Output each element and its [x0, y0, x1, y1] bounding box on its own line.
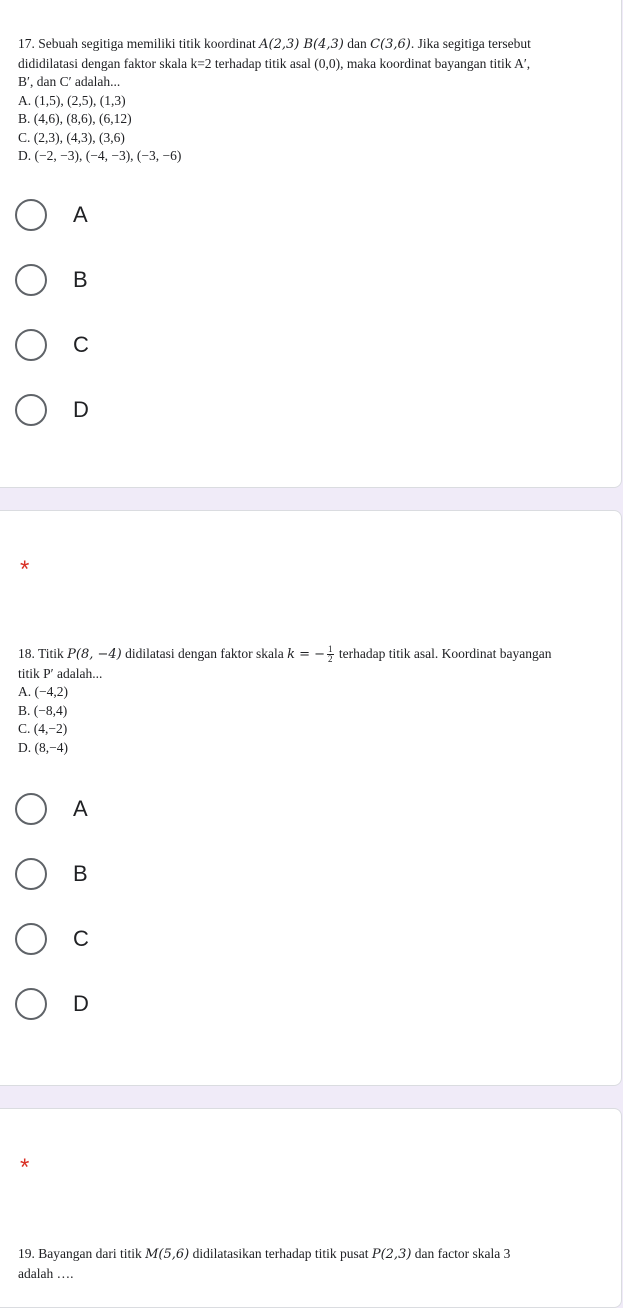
q17-choice-a-label: A [73, 202, 88, 227]
question-17-line-2: dididilatasi dengan faktor skala k=2 terhadap titik asal (0,0), maka koordinat bayangan titik A′, [18, 55, 531, 71]
question-card-17 [0, 0, 622, 488]
question-18-option-text-d: D. (8,−4) [18, 739, 68, 755]
q18-choice-c[interactable] [15, 923, 89, 955]
q17-choice-d-label: D [73, 397, 89, 422]
q18-choice-a-label: A [73, 796, 88, 821]
question-18-math-k: k = − [287, 647, 326, 662]
radio-circle-icon[interactable] [15, 199, 47, 231]
q18-choice-c-label: C [73, 926, 89, 951]
question-text-17 [18, 35, 569, 166]
question-18-math-p: P(8, −4) [67, 647, 122, 662]
question-18-line-1 [18, 645, 569, 665]
question-17-text-dan: dan [343, 36, 371, 51]
question-17-line-3: B′, dan C′ adalah... [18, 74, 121, 89]
question-18-text: 18. Titik [18, 646, 68, 661]
q18-choice-d[interactable] [15, 988, 89, 1020]
required-asterisk: * [20, 556, 30, 583]
question-19-line-2: adalah …. [18, 1265, 74, 1281]
q17-choice-c[interactable] [15, 329, 89, 361]
q17-choice-a[interactable] [15, 199, 88, 231]
q17-choice-b-label: B [73, 267, 88, 292]
question-card-18 [0, 510, 622, 1086]
question-18-option-text-a: A. (−4,2) [18, 684, 68, 699]
question-17-math-ab: A(2,3) B(4,3) [259, 37, 344, 52]
question-text-18 [18, 645, 569, 757]
q18-choice-a[interactable] [15, 793, 88, 825]
q17-choice-b[interactable] [15, 264, 88, 296]
question-19-text-end: dan factor skala 3 [411, 1246, 511, 1261]
radio-circle-icon[interactable] [15, 394, 47, 426]
question-17-line-1 [18, 35, 569, 55]
question-17-option-text-b: B. (4,6), (8,6), (6,12) [18, 111, 132, 126]
question-18-line-2: titik P′ adalah... [18, 665, 103, 681]
question-text-19 [18, 1245, 569, 1283]
question-18-option-text-c: C. (4,−2) [18, 721, 68, 736]
radio-circle-icon[interactable] [15, 923, 47, 955]
question-18-fraction [327, 645, 334, 664]
question-19-math-p: P(2,3) [371, 1247, 412, 1262]
question-18-text-end: terhadap titik asal. Koordinat bayangan [335, 646, 552, 661]
q18-choice-d-label: D [73, 991, 89, 1016]
question-17-option-text-c: C. (2,3), (4,3), (3,6) [18, 129, 125, 145]
radio-circle-icon[interactable] [15, 329, 47, 361]
q17-choice-c-label: C [73, 332, 89, 357]
q18-choice-b[interactable] [15, 858, 88, 890]
required-asterisk: * [20, 1154, 30, 1181]
fraction-denominator: 2 [328, 654, 333, 665]
question-17-text-end: . Jika segitiga tersebut [410, 36, 531, 51]
question-17-option-text-d: D. (−2, −3), (−4, −3), (−3, −6) [18, 148, 182, 163]
radio-circle-icon[interactable] [15, 793, 47, 825]
fraction-numerator: 1 [328, 644, 333, 655]
question-17-option-text-a: A. (1,5), (2,5), (1,3) [18, 92, 126, 108]
question-card-19 [0, 1108, 622, 1308]
q17-choice-d[interactable] [15, 394, 89, 426]
question-19-math-m: M(5,6) [145, 1247, 190, 1262]
question-18-option-text-b: B. (−8,4) [18, 702, 68, 718]
question-19-text-mid: didilatasikan terhadap titik pusat [189, 1246, 372, 1261]
question-18-text-mid: didilatasi dengan faktor skala [121, 646, 288, 661]
radio-circle-icon[interactable] [15, 858, 47, 890]
question-19-line-1 [18, 1245, 569, 1265]
radio-circle-icon[interactable] [15, 988, 47, 1020]
radio-circle-icon[interactable] [15, 264, 47, 296]
q18-choice-b-label: B [73, 861, 88, 886]
question-19-text: 19. Bayangan dari titik [18, 1246, 146, 1261]
question-17-text: 17. Sebuah segitiga memiliki titik koordinat [18, 36, 260, 51]
question-17-math-c: C(3,6) [370, 37, 411, 52]
